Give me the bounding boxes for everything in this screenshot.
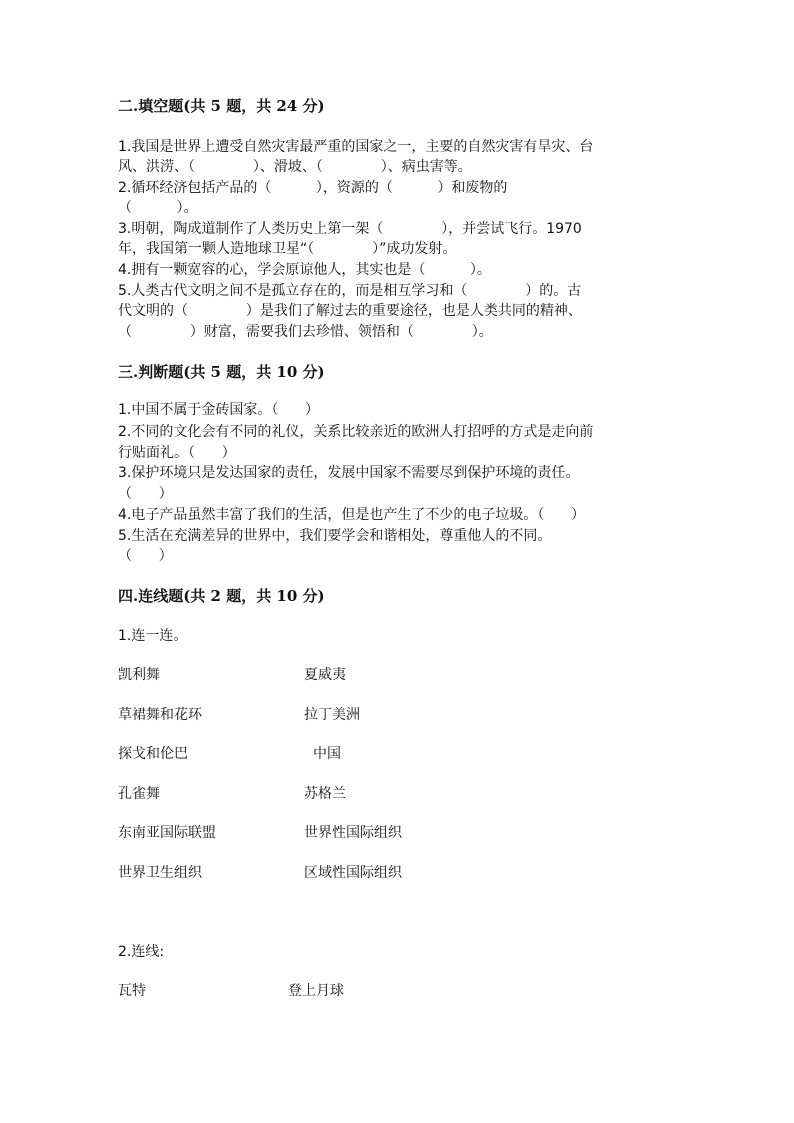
- match-left-item: 探戈和伦巴: [118, 746, 188, 762]
- question-line: 风、洪涝、（ ）、滑坡、（ ）、病虫害等。: [118, 159, 472, 175]
- question-prompt: 1.连一连。: [118, 628, 188, 644]
- match-right-item: 区域性国际组织: [304, 865, 402, 881]
- match-right-item: 世界性国际组织: [304, 825, 402, 841]
- match-left-item: 孔雀舞: [118, 786, 160, 802]
- question-line: （ ）: [118, 548, 173, 564]
- question-line: 1.中国不属于金砖国家。（ ）: [118, 402, 320, 418]
- question-line: 1.我国是世界上遭受自然灾害最严重的国家之一，主要的自然灾害有旱灾、台: [118, 139, 594, 155]
- question-prompt: 2.连线:: [118, 944, 165, 960]
- question-line: 5.人类古代文明之间不是孤立存在的，而是相互学习和（ ）的。古: [118, 283, 582, 299]
- question-line: 3.明朝，陶成道制作了人类历史上第一架（ ），并尝试飞行。1970: [118, 221, 582, 237]
- question-line: 2.循环经济包括产品的（ ），资源的（ ）和废物的: [118, 180, 508, 196]
- section-heading-fill-blank: 二.填空题(共 5 题，共 24 分): [118, 97, 325, 115]
- match-right-item: 中国: [313, 746, 341, 762]
- match-right-item: 苏格兰: [304, 786, 346, 802]
- section-heading-matching: 四.连线题(共 2 题，共 10 分): [118, 587, 325, 605]
- question-line: 5.生活在充满差异的世界中，我们要学会和谐相处，尊重他人的不同。: [118, 528, 552, 544]
- match-right-item: 拉丁美洲: [304, 707, 360, 723]
- question-line: 2.不同的文化会有不同的礼仪，关系比较亲近的欧洲人打招呼的方式是走向前: [118, 424, 594, 440]
- question-line: （ ）财富，需要我们去珍惜、领悟和（ ）。: [118, 324, 493, 340]
- match-left-item: 东南亚国际联盟: [118, 825, 216, 841]
- question-line: 行贴面礼。（ ）: [118, 445, 236, 461]
- question-line: 4.电子产品虽然丰富了我们的生活，但是也产生了不少的电子垃圾。（ ）: [118, 507, 586, 523]
- match-left-item: 凯利舞: [118, 667, 160, 683]
- match-left-item: 草裙舞和花环: [118, 707, 202, 723]
- question-line: 4.拥有一颗宽容的心，学会原谅他人，其实也是（ ）。: [118, 262, 491, 278]
- question-line: 代文明的（ ）是我们了解过去的重要途径，也是人类共同的精神、: [118, 303, 582, 319]
- section-heading-true-false: 三.判断题(共 5 题，共 10 分): [118, 363, 325, 381]
- question-line: 3.保护环境只是发达国家的责任，发展中国家不需要尽到保护环境的责任。: [118, 465, 580, 481]
- match-left-item: 世界卫生组织: [118, 865, 202, 881]
- match-right-item: 登上月球: [288, 983, 344, 999]
- question-line: 年，我国第一颗人造地球卫星“（ ）”成功发射。: [118, 241, 457, 257]
- question-line: （ ）。: [118, 200, 198, 216]
- match-right-item: 夏威夷: [304, 667, 346, 683]
- match-left-item: 瓦特: [118, 983, 146, 999]
- question-line: （ ）: [118, 486, 173, 502]
